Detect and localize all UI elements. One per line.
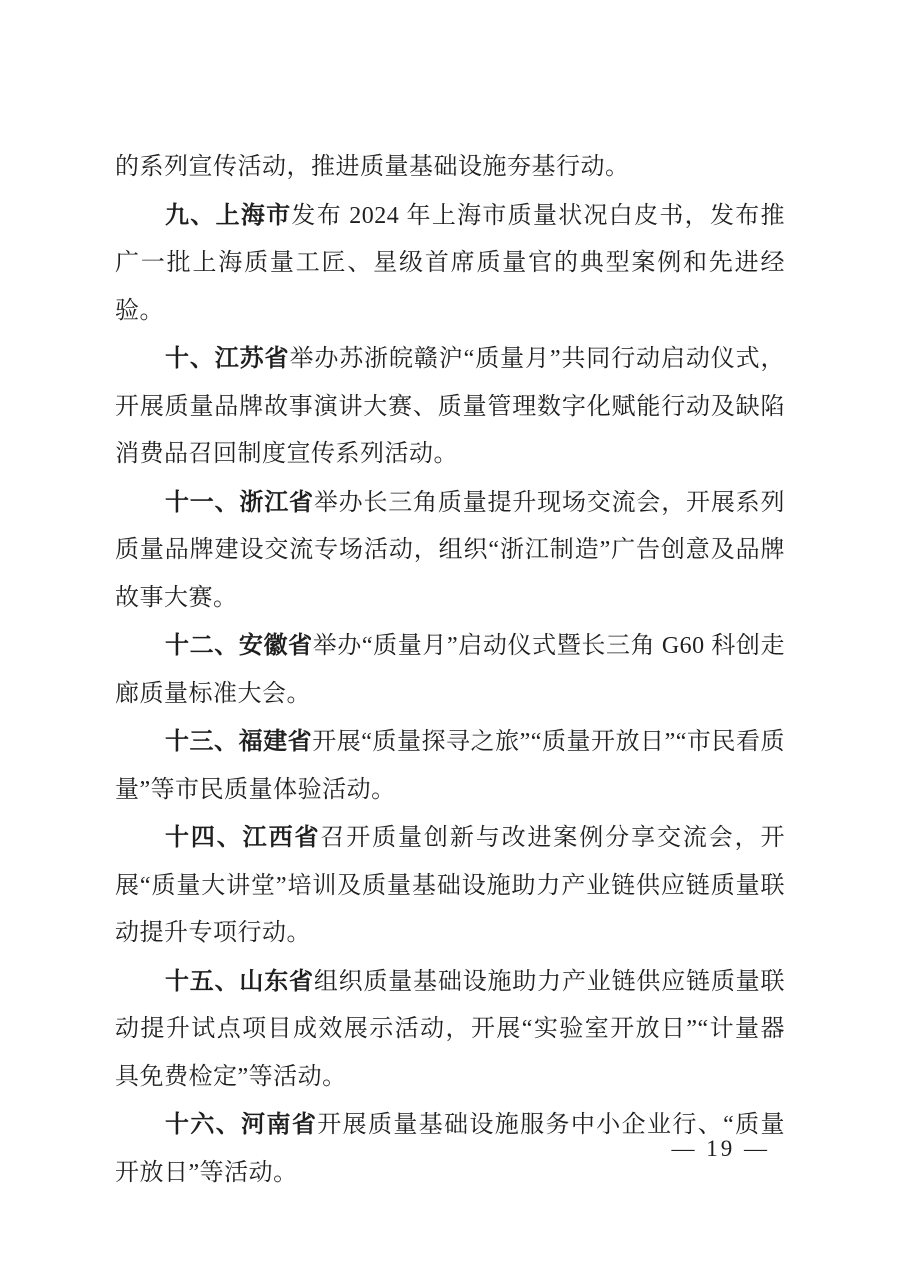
paragraph-lead: 十六、河南省 bbox=[165, 1111, 318, 1138]
page-number: — 19 — bbox=[671, 1136, 770, 1161]
paragraph-item-11 bbox=[115, 479, 785, 623]
paragraph-item-13 bbox=[115, 718, 785, 814]
paragraph-text: 举办“质量月”启动仪式暨长三角 G60 科创走廊质量标准大会。 bbox=[115, 633, 785, 707]
paragraph-text: 举办长三角质量提升现场交流会，开展系列质量品牌建设交流专场活动，组织“浙江制造”广告创意及品牌故事大赛。 bbox=[115, 489, 785, 611]
paragraph-item-10 bbox=[115, 335, 785, 479]
paragraph-text: 的系列宣传活动，推进质量基础设施夯基行动。 bbox=[115, 154, 630, 180]
paragraph-text: 召开质量创新与改进案例分享交流会，开展“质量大讲堂”培训及质量基础设施助力产业链供应链质量联动提升专项行动。 bbox=[115, 825, 786, 946]
paragraph-lead: 十五、山东省 bbox=[165, 967, 314, 995]
paragraph-text: 组织质量基础设施助力产业链供应链质量联动提升试点项目成效展示活动，开展“实验室开放日”“计量器具免费检定”等活动。 bbox=[115, 968, 785, 1090]
paragraph-text: 举办苏浙皖赣沪“质量月”共同行动启动仪式，开展质量品牌故事演讲大赛、质量管理数字化赋能行动及缺陷消费品召回制度宣传系列活动。 bbox=[115, 346, 785, 467]
paragraph-lead: 十二、安徽省 bbox=[165, 632, 313, 659]
paragraph-text: 开展质量基础设施服务中小企业行、“质量开放日”等活动。 bbox=[115, 1112, 786, 1186]
paragraph-lead: 十四、江西省 bbox=[165, 824, 321, 851]
paragraph-item-9 bbox=[115, 192, 785, 336]
paragraph-text: 发布 2024 年上海市质量状况白皮书，发布推广一批上海质量工匠、星级首席质量官的典型案例和先进经验。 bbox=[115, 202, 786, 324]
paragraph-lead: 十一、浙江省 bbox=[165, 488, 314, 516]
paragraph-item-12 bbox=[115, 622, 785, 718]
paragraph-text: 开展“质量探寻之旅”“质量开放日”“市民看质量”等市民质量体验活动。 bbox=[115, 729, 786, 803]
document-body bbox=[115, 143, 785, 1197]
paragraph-item-15 bbox=[115, 958, 785, 1102]
paragraph-item-14 bbox=[115, 814, 785, 958]
paragraph-continuation bbox=[115, 143, 785, 192]
paragraph-lead: 十、江苏省 bbox=[165, 345, 290, 372]
paragraph-lead: 十三、福建省 bbox=[165, 728, 313, 755]
paragraph-lead: 九、上海市 bbox=[165, 201, 292, 229]
